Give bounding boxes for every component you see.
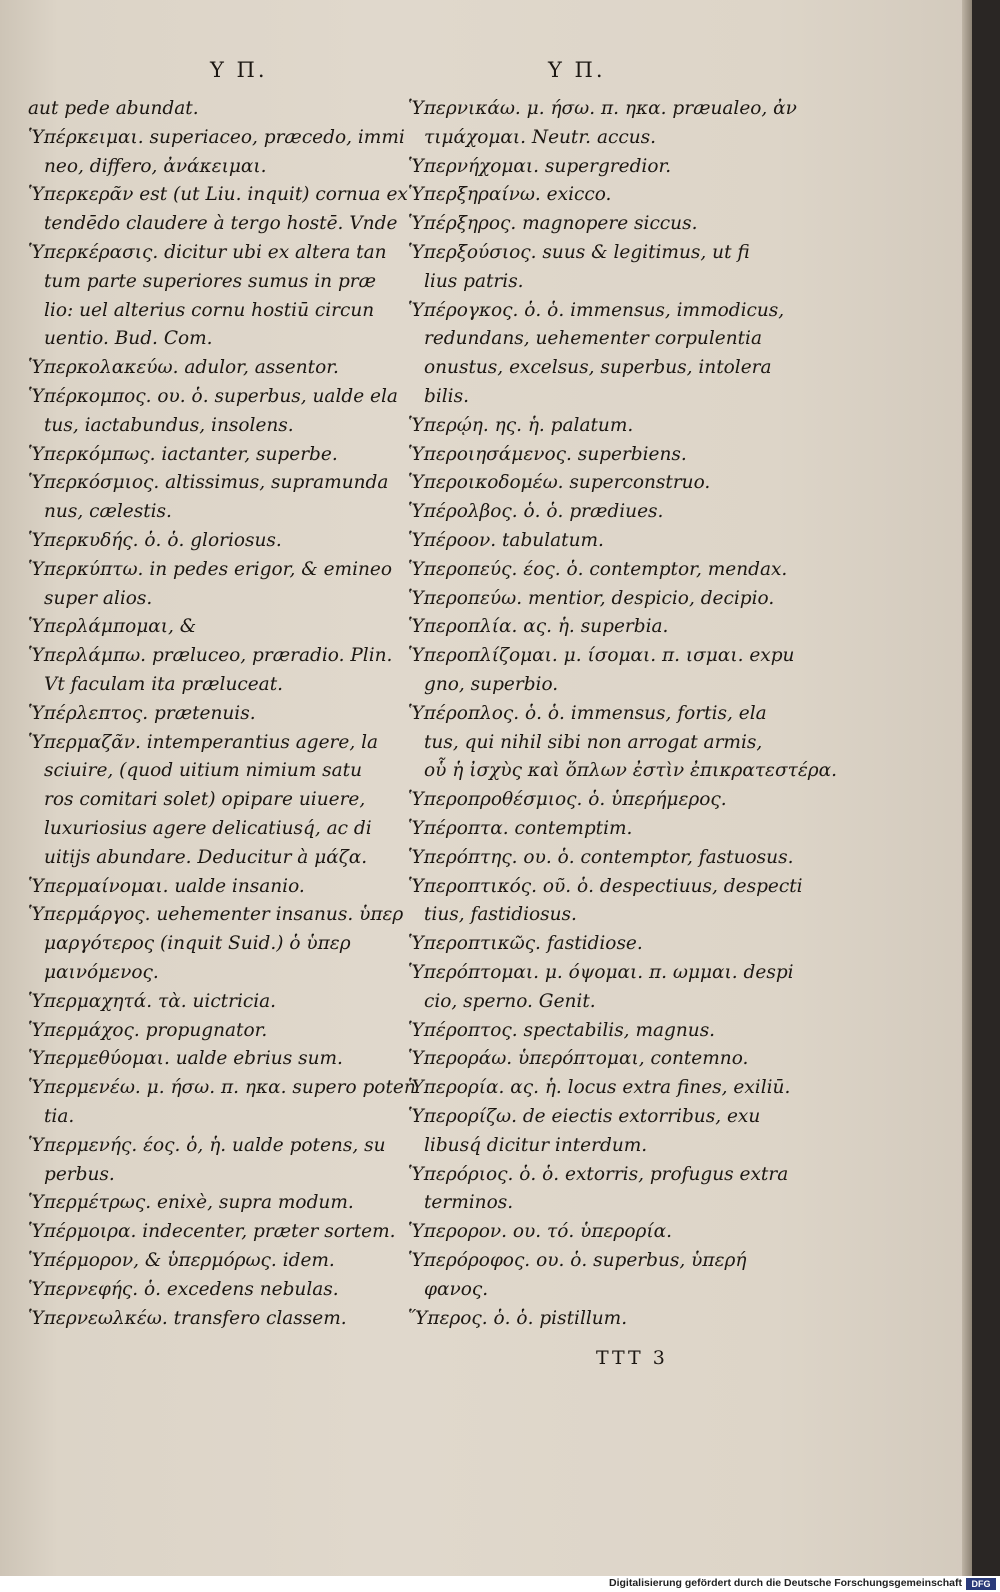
- entry-line: Ὑπέροπτα. contemptim.: [408, 818, 633, 839]
- entry-line: tum parte superiores sumus in præ: [44, 270, 377, 292]
- entry-line: Ὑπεροικοδομέω. superconstruo.: [408, 472, 711, 494]
- entry-line: Ὑπερορία. ας. ἡ. locus extra fines, exiliū.: [408, 1077, 791, 1099]
- entry-line: Ὑπέρογκος. ὁ. ὁ. immensus, immodicus,: [408, 299, 785, 321]
- entry-line: Ὑπεροπεύς. έος. ὁ. contemptor, mendax.: [408, 558, 788, 580]
- entry-line: Ὑπέροπτος. spectabilis, magnus.: [408, 1019, 716, 1041]
- entry-line: Ὑπερορίζω. de eiectis extorribus, exu: [408, 1106, 761, 1127]
- entry-line: Ὑπερμαίνομαι. ualde insanio.: [28, 875, 305, 897]
- entry-line: luxuriosius agere delicatiusq́, ac di: [44, 818, 372, 839]
- entry-line: Ὑπερκολακεύω. adulor, assentor.: [28, 357, 339, 379]
- entry-line: μαινόμενος.: [44, 962, 159, 983]
- entry-line: Ὑπερκόσμιος. altissimus, supramunda: [28, 472, 389, 494]
- running-head-left: Υ Π.: [210, 58, 268, 82]
- entry-line: οὗ ἡ ἰσχὺς καὶ ὅπλων ἐστὶν ἐπικρατεστέρα.: [424, 760, 838, 782]
- footer-credit: Digitalisierung gefördert durch die Deutsche Forschungsgemeinschaft: [609, 1577, 962, 1589]
- entry-line: Ὑπερόπτης. ου. ὁ. contemptor, fastuosus.: [408, 846, 794, 868]
- entry-line: Ὑπερλάμπω. præluceo, præradio. Plin.: [28, 645, 393, 667]
- entry-line: Ὑπερμάργος. uehementer insanus. ὑπερ: [28, 904, 404, 926]
- entry-line: Ὑπερμενής. έος. ὁ, ἡ. ualde potens, su: [28, 1134, 386, 1156]
- entry-line: nus, cælestis.: [44, 501, 172, 523]
- entry-line: Ὑπερκυδής. ὁ. ὁ. gloriosus.: [28, 530, 282, 551]
- entry-line: Ὑπερκέρασις. dicitur ubi ex altera tan: [28, 242, 387, 263]
- entry-line: Ὑπερμαχητά. τὰ. uictricia.: [28, 990, 277, 1012]
- entry-line: Ὑπερνήχομαι. supergredior.: [408, 155, 672, 177]
- entry-line: Ὑπερμαζᾶν. intemperantius agere, la: [28, 731, 379, 753]
- entry-line: Vt faculam ita præluceat.: [44, 674, 284, 695]
- entry-line: tus, iactabundus, insolens.: [44, 414, 294, 436]
- entry-line: tus, qui nihil sibi non arrogat armis,: [424, 731, 763, 753]
- entry-line: gno, superbio.: [424, 674, 559, 695]
- entry-line: Ὑπέροον. tabulatum.: [408, 530, 604, 551]
- entry-line: Ὑπερμεθύομαι. ualde ebrius sum.: [28, 1048, 343, 1070]
- entry-line: ros comitari solet) opipare uiuere,: [44, 789, 366, 811]
- entry-line: redundans, uehementer corpulentia: [424, 328, 763, 350]
- signature-mark: TTT 3: [596, 1347, 668, 1369]
- entry-line: Ὑπερμάχος. propugnator.: [28, 1019, 268, 1041]
- entry-line: Ὕπερος. ὁ. ὁ. pistillum.: [408, 1307, 628, 1329]
- entry-line: Ὑπέρξηρος. magnopere siccus.: [408, 213, 698, 235]
- entry-line: Ὑπερορον. ου. τό. ὑπερορία.: [408, 1221, 672, 1243]
- entry-line: Ὑπερμενέω. μ. ήσω. π. ηκα. supero poten: [28, 1077, 416, 1099]
- entry-line: Ὑπέρκειμαι. superiaceo, præcedo, immi: [28, 126, 405, 148]
- entry-line: Ὑπέρκομπος. ου. ὁ. superbus, ualde ela: [28, 386, 398, 407]
- entry-line: Ὑπερνικάω. μ. ήσω. π. ηκα. præualeo, ἀν: [408, 98, 797, 119]
- entry-line: uentio. Bud. Com.: [44, 328, 213, 350]
- dfg-logo: DFG: [966, 1578, 996, 1590]
- entry-line: onustus, excelsus, superbus, intolera: [424, 357, 772, 379]
- entry-line: sciuire, (quod uitium nimium satu: [44, 760, 363, 782]
- entry-line: Ὑπεροράω. ὑπερόπτομαι, contemno.: [408, 1048, 749, 1070]
- entry-line: aut pede abundat.: [28, 98, 199, 119]
- entry-line: Ὑπερόπτομαι. μ. όψομαι. π. ωμμαι. despi: [408, 962, 794, 983]
- entry-line: Ὑπερμέτρως. enixè, supra modum.: [28, 1192, 354, 1214]
- entry-line: Ὑπεροιησάμενος. superbiens.: [408, 443, 687, 465]
- entry-line: neo, differo, ἀνάκειμαι.: [44, 155, 267, 177]
- entry-line: Ὑπερξηραίνω. exicco.: [408, 184, 612, 206]
- entry-line: super alios.: [44, 587, 153, 609]
- footer-bar: [0, 1576, 1000, 1592]
- running-head-right: Υ Π.: [548, 58, 606, 82]
- entry-line: lius patris.: [424, 270, 524, 292]
- entry-line: tia.: [44, 1106, 75, 1127]
- entry-line: Ὑπέρλεπτος. prætenuis.: [28, 702, 256, 724]
- entry-line: τιμάχομαι. Neutr. accus.: [424, 126, 656, 148]
- entry-line: Ὑπέρμοιρα. indecenter, præter sortem.: [28, 1221, 396, 1243]
- entry-line: Ὑπερόροφος. ου. ὁ. superbus, ὑπερή: [408, 1250, 747, 1271]
- entry-line: tendēdo claudere à tergo hostē. Vnde: [44, 213, 398, 235]
- entry-line: Ὑπεροπτικῶς. fastidiose.: [408, 933, 643, 955]
- entry-line: cio, sperno. Genit.: [424, 990, 596, 1012]
- entry-line: Ὑπερλάμπομαι, &: [28, 616, 197, 638]
- entry-line: Ὑπερκερᾶν est (ut Liu. inquit) cornua ex: [28, 184, 408, 206]
- entry-line: φανος.: [424, 1278, 489, 1300]
- entry-line: Ὑπεροπτικός. οῦ. ὁ. despectiuus, despecti: [408, 875, 803, 897]
- entry-line: Ὑπερνεωλκέω. transfero classem.: [28, 1307, 347, 1329]
- entry-line: tius, fastidiosus.: [424, 904, 577, 926]
- entry-line: libusq́ dicitur interdum.: [424, 1134, 648, 1156]
- entry-line: Ὑπεροπλία. ας. ἡ. superbia.: [408, 616, 669, 638]
- entry-line: bilis.: [424, 386, 469, 407]
- entry-line: Ὑπερῴη. ης. ἡ. palatum.: [408, 414, 634, 436]
- entry-line: uitijs abundare. Deducitur à μάζα.: [44, 846, 368, 868]
- entry-line: Ὑπερξούσιος. suus & legitimus, ut fi: [408, 242, 750, 263]
- entry-line: Ὑπέρμορον, & ὑπερμόρως. idem.: [28, 1250, 335, 1271]
- entry-line: perbus.: [44, 1163, 115, 1185]
- entry-line: μαργότερος (inquit Suid.) ὁ ὑπερ: [44, 933, 351, 955]
- entry-line: Ὑπεροπροθέσμιος. ὁ. ὑπερήμερος.: [408, 789, 727, 811]
- entry-line: Ὑπερκύπτω. in pedes erigor, & emineo: [28, 558, 393, 580]
- entry-line: Ὑπερόριος. ὁ. ὁ. extorris, profugus extra: [408, 1163, 789, 1185]
- entry-line: Ὑπερκόμπως. iactanter, superbe.: [28, 443, 338, 465]
- entry-line: Ὑπεροπλίζομαι. μ. ίσομαι. π. ισμαι. expu: [408, 645, 795, 667]
- entry-line: Ὑπεροπεύω. mentior, despicio, decipio.: [408, 587, 775, 609]
- page-edge: [962, 0, 972, 1576]
- entry-line: Ὑπέροπλος. ὁ. ὁ. immensus, fortis, ela: [408, 702, 767, 724]
- entry-line: terminos.: [424, 1192, 514, 1214]
- entry-line: Ὑπερνεφής. ὁ. excedens nebulas.: [28, 1278, 339, 1300]
- entry-line: Ὑπέρολβος. ὁ. ὁ. prædiues.: [408, 501, 664, 523]
- entry-line: lio: uel alterius cornu hostiū circun: [44, 299, 375, 321]
